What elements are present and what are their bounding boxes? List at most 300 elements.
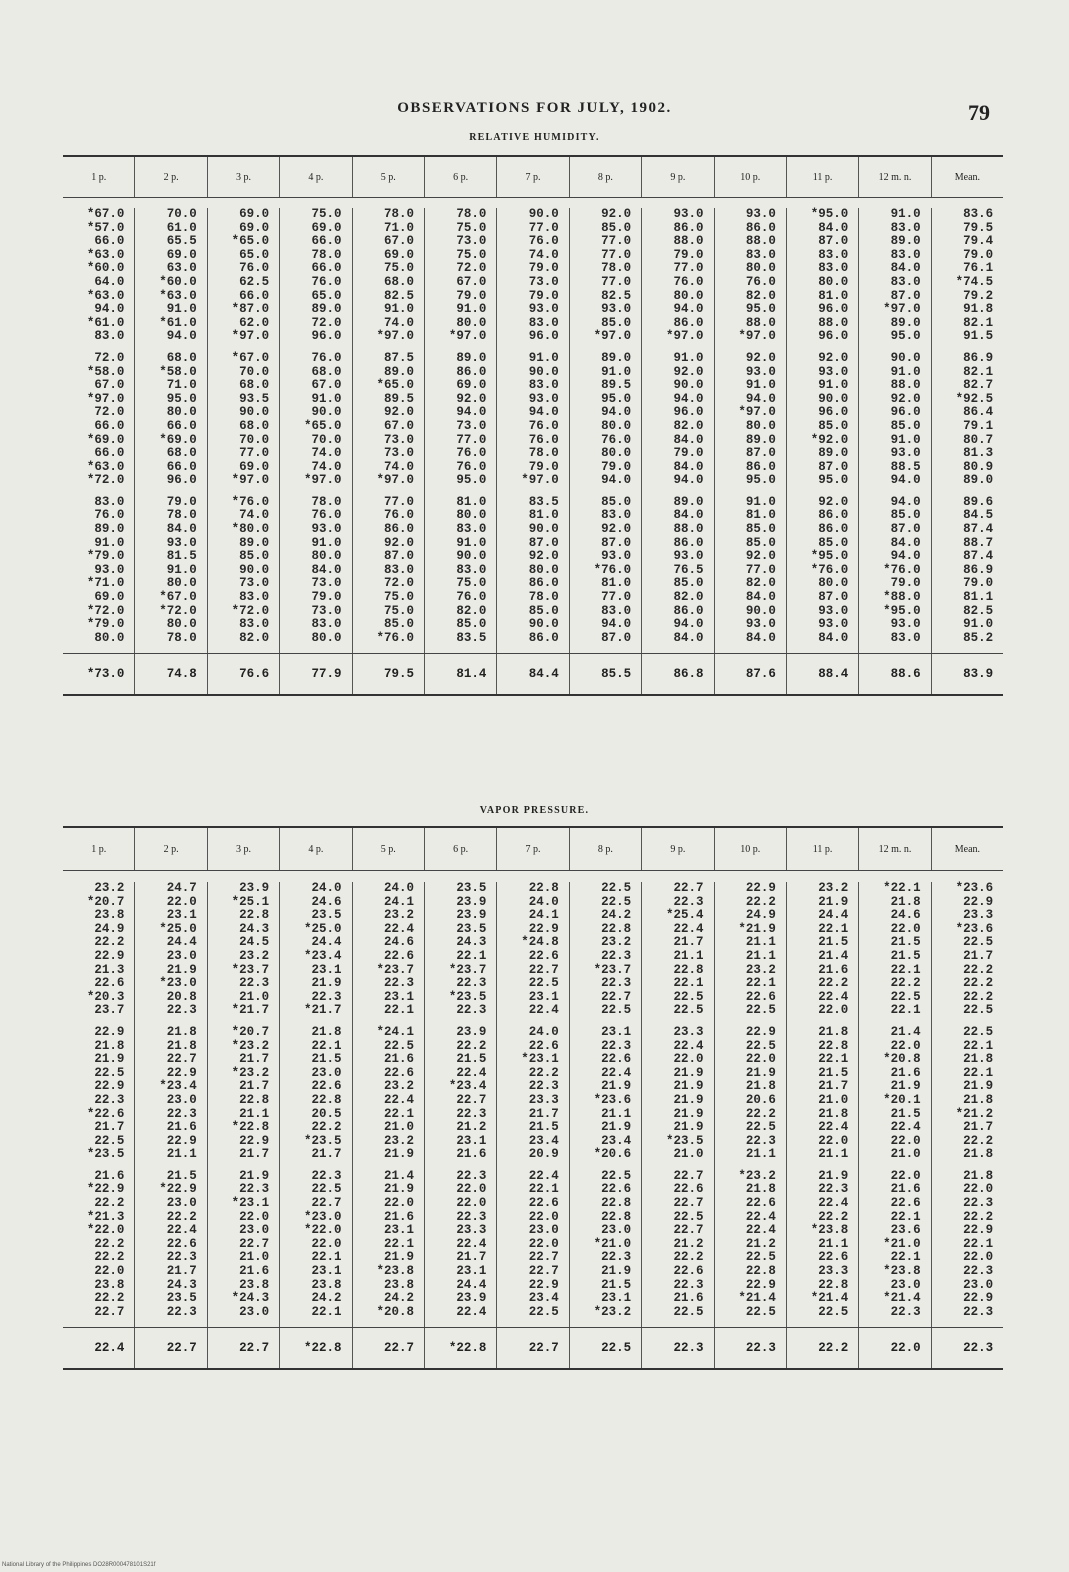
table-cell: 77.0 — [601, 590, 632, 605]
table-cell: *25.4 — [666, 908, 704, 923]
table-cell: *23.8 — [376, 1264, 414, 1279]
table-cell: 94.0 — [166, 329, 197, 344]
table-cell: 80.0 — [601, 446, 632, 461]
table-cell: *97.0 — [883, 302, 921, 317]
table-cell: 22.6 — [94, 976, 125, 991]
table-cell: 93.0 — [166, 535, 197, 550]
table-cell: 22.3 — [239, 976, 270, 991]
table-cell: 22.9 — [745, 1024, 776, 1039]
table-cell: 22.5 — [963, 935, 994, 950]
mean-cell: 88.4 — [786, 654, 858, 694]
table-cell: 20.6 — [745, 1092, 776, 1107]
table-cell: 89.0 — [963, 473, 994, 488]
table-cell: 83.5 — [528, 494, 559, 509]
table-cell: 76.0 — [673, 274, 704, 289]
week-group — [570, 882, 631, 1018]
table-cell: 21.1 — [166, 1147, 197, 1162]
table-cell: 91.0 — [166, 562, 197, 577]
table-cell: 21.5 — [311, 1052, 342, 1067]
table-cell: 84.0 — [818, 630, 849, 645]
table-cell: 21.5 — [818, 935, 849, 950]
table-cell: *23.5 — [304, 1133, 342, 1148]
table-cell: *97.0 — [86, 391, 125, 406]
week-group — [570, 1026, 631, 1162]
table-cell: 22.1 — [890, 1209, 921, 1224]
table-cell: 72.0 — [311, 315, 342, 330]
table-cell: 22.5 — [963, 1003, 994, 1018]
vapor-header-row — [63, 828, 1003, 871]
table-cell: *20.3 — [86, 989, 125, 1004]
table-cell: *95.0 — [810, 549, 849, 564]
table-cell: 87.0 — [818, 459, 849, 474]
table-cell: 71.0 — [166, 378, 197, 393]
table-cell: 69.0 — [311, 220, 342, 235]
table-cell: 84.0 — [745, 590, 776, 605]
table-cell: 83.0 — [528, 378, 559, 393]
table-cell: 88.0 — [745, 234, 776, 249]
table-cell: 23.1 — [601, 1291, 632, 1306]
table-cell: 22.1 — [963, 1038, 994, 1053]
table-cell: 94.0 — [890, 494, 921, 509]
table-cell: *72.0 — [159, 603, 197, 618]
table-cell: *21.3 — [86, 1209, 125, 1224]
table-cell: *23.0 — [159, 976, 197, 991]
table-cell: 79.0 — [528, 261, 559, 276]
vapor-section-title: VAPOR PRESSURE. — [479, 805, 590, 816]
table-cell: 69.0 — [239, 207, 270, 221]
table-cell: 81.0 — [818, 288, 849, 303]
table-cell: 20.9 — [528, 1147, 559, 1162]
table-cell: 86.9 — [963, 350, 994, 365]
table-cell: 89.0 — [383, 364, 414, 379]
table-cell: *97.0 — [521, 473, 559, 488]
table-cell: 24.4 — [166, 935, 197, 950]
table-cell: 21.9 — [166, 962, 197, 977]
table-cell: 22.2 — [818, 1209, 849, 1224]
table-cell: 23.1 — [383, 1223, 414, 1238]
table-cell: 23.3 — [673, 1024, 704, 1039]
table-cell: 83.0 — [818, 261, 849, 276]
table-cell: 23.2 — [601, 935, 632, 950]
table-cell: 21.8 — [311, 1024, 342, 1039]
table-cell: 22.1 — [673, 976, 704, 991]
table-cell: 91.0 — [818, 378, 849, 393]
table-cell: 92.0 — [601, 522, 632, 537]
table-cell: 93.0 — [890, 446, 921, 461]
table-cell: 24.1 — [528, 908, 559, 923]
table-cell: 91.0 — [890, 207, 921, 221]
table-cell: 22.3 — [601, 1038, 632, 1053]
table-cell: *23.5 — [448, 989, 487, 1004]
table-cell: 22.9 — [963, 1291, 994, 1306]
table-cell: *20.8 — [376, 1304, 414, 1319]
week-group — [497, 1170, 558, 1320]
table-cell: 22.1 — [383, 1106, 414, 1121]
week-group — [932, 882, 993, 1018]
table-cell: 77.0 — [383, 494, 414, 509]
table-cell: 96.0 — [890, 405, 921, 420]
table-cell: 21.8 — [890, 894, 921, 909]
table-cell: 22.3 — [673, 894, 704, 909]
table-cell: 22.6 — [818, 1250, 849, 1265]
week-group — [63, 496, 124, 646]
table-cell: 22.2 — [963, 1133, 994, 1148]
table-cell: 91.0 — [456, 535, 487, 550]
table-cell: 22.8 — [601, 921, 632, 936]
week-group — [497, 1026, 558, 1162]
table-cell: *76.0 — [376, 630, 414, 645]
table-cell: 65.0 — [311, 288, 342, 303]
humidity-mean-row — [63, 653, 1003, 694]
table-cell: 95.0 — [166, 391, 197, 406]
table-cell: 84.0 — [890, 261, 921, 276]
table-cell: 86.0 — [745, 220, 776, 235]
table-cell: *23.2 — [231, 1065, 270, 1080]
table-cell: *67.0 — [159, 590, 197, 605]
table-cell: 91.0 — [890, 432, 921, 447]
table-cell: 22.0 — [890, 1038, 921, 1053]
table-cell: 81.0 — [601, 576, 632, 591]
mean-cell: 22.5 — [569, 1328, 641, 1368]
table-column — [207, 882, 279, 1327]
table-cell: 66.0 — [311, 261, 342, 276]
table-cell: 96.0 — [818, 329, 849, 344]
table-cell: 78.0 — [528, 590, 559, 605]
week-group — [497, 208, 558, 344]
table-cell: 22.5 — [311, 1182, 342, 1197]
humidity-section-title: RELATIVE HUMIDITY. — [469, 132, 600, 143]
table-cell: 23.2 — [239, 948, 270, 963]
table-cell: 73.0 — [383, 432, 414, 447]
table-cell: 21.9 — [601, 1264, 632, 1279]
column-header: 3 p. — [207, 157, 279, 197]
table-cell: 22.9 — [745, 1277, 776, 1292]
table-cell: 22.3 — [456, 1209, 487, 1224]
table-cell: *63.0 — [86, 247, 125, 262]
table-cell: 24.4 — [818, 908, 849, 923]
table-cell: 22.1 — [311, 1250, 342, 1265]
table-cell: 88.5 — [890, 459, 921, 474]
mean-cell: *73.0 — [86, 667, 125, 682]
table-cell: 73.0 — [456, 418, 487, 433]
table-cell: 88.0 — [818, 315, 849, 330]
table-cell: 73.0 — [239, 576, 270, 591]
mean-cell: 81.4 — [424, 654, 496, 694]
table-cell: 22.7 — [528, 962, 559, 977]
table-cell: 61.0 — [166, 220, 197, 235]
table-cell: 86.0 — [673, 220, 704, 235]
table-cell: 21.5 — [890, 935, 921, 950]
table-cell: 22.6 — [383, 1065, 414, 1080]
table-cell: 77.0 — [745, 562, 776, 577]
table-cell: 79.0 — [963, 247, 994, 262]
table-column — [352, 208, 424, 653]
week-group — [570, 352, 631, 488]
table-cell: *61.0 — [86, 315, 125, 330]
mean-cell: 22.3 — [641, 1328, 713, 1368]
table-cell: *65.0 — [231, 234, 270, 249]
table-cell: 74.0 — [239, 508, 270, 523]
table-cell: 83.0 — [311, 617, 342, 632]
table-cell: 94.0 — [94, 302, 125, 317]
table-column — [858, 208, 930, 653]
table-cell: 85.0 — [239, 549, 270, 564]
week-group — [208, 352, 269, 488]
table-cell: 85.2 — [963, 630, 994, 645]
table-cell: 76.0 — [311, 508, 342, 523]
table-cell: 76.0 — [528, 432, 559, 447]
table-cell: 22.7 — [528, 1264, 559, 1279]
table-cell: 23.1 — [456, 1133, 487, 1148]
table-cell: 85.0 — [818, 535, 849, 550]
table-cell: 22.4 — [673, 921, 704, 936]
table-cell: *88.0 — [883, 590, 921, 605]
table-cell: 22.2 — [94, 1250, 125, 1265]
table-cell: 90.0 — [456, 549, 487, 564]
table-cell: 85.0 — [456, 617, 487, 632]
table-cell: 21.6 — [383, 1209, 414, 1224]
table-cell: 92.0 — [890, 391, 921, 406]
table-cell: 22.0 — [890, 921, 921, 936]
table-column — [714, 882, 786, 1327]
table-cell: 23.0 — [311, 1065, 342, 1080]
table-cell: 96.0 — [311, 329, 342, 344]
table-cell: 82.5 — [963, 603, 994, 618]
table-cell: 94.0 — [673, 302, 704, 317]
table-cell: 23.2 — [383, 1133, 414, 1148]
table-cell: 67.0 — [383, 418, 414, 433]
table-cell: 85.0 — [890, 418, 921, 433]
table-column — [424, 208, 496, 653]
table-cell: 23.0 — [528, 1223, 559, 1238]
table-cell: 89.0 — [94, 522, 125, 537]
table-cell: 22.4 — [818, 1196, 849, 1211]
table-cell: 22.5 — [890, 989, 921, 1004]
table-cell: 83.5 — [456, 630, 487, 645]
table-cell: 23.8 — [94, 1277, 125, 1292]
table-cell: 87.4 — [963, 549, 994, 564]
table-cell: 22.6 — [673, 1182, 704, 1197]
table-cell: 76.0 — [94, 508, 125, 523]
table-cell: 22.4 — [456, 1065, 487, 1080]
table-cell: 82.0 — [673, 590, 704, 605]
table-cell: 22.4 — [528, 1168, 559, 1183]
week-group — [353, 208, 414, 344]
table-cell: 76.0 — [239, 261, 270, 276]
table-cell: 92.0 — [528, 549, 559, 564]
table-cell: 89.0 — [673, 494, 704, 509]
table-cell: 22.6 — [528, 1196, 559, 1211]
table-cell: 83.0 — [94, 329, 125, 344]
table-cell: 22.5 — [818, 1304, 849, 1319]
week-group — [787, 496, 848, 646]
table-cell: 74.0 — [311, 446, 342, 461]
table-cell: 76.1 — [963, 261, 994, 276]
table-cell: 80.0 — [673, 288, 704, 303]
table-cell: 21.0 — [239, 1250, 270, 1265]
week-group — [280, 496, 341, 646]
table-cell: 78.0 — [601, 261, 632, 276]
week-group — [425, 352, 486, 488]
table-cell: 21.9 — [963, 1079, 994, 1094]
table-cell: 23.9 — [456, 894, 487, 909]
table-cell: *25.0 — [304, 921, 342, 936]
table-cell: 22.2 — [94, 1236, 125, 1251]
table-cell: 74.0 — [528, 247, 559, 262]
table-cell: 86.0 — [745, 459, 776, 474]
table-cell: 92.0 — [818, 350, 849, 365]
table-cell: 69.0 — [94, 590, 125, 605]
table-cell: 21.9 — [673, 1092, 704, 1107]
table-cell: 84.0 — [890, 535, 921, 550]
table-cell: 21.9 — [673, 1106, 704, 1121]
week-group — [497, 352, 558, 488]
table-column — [279, 882, 351, 1327]
table-cell: 93.0 — [94, 562, 125, 577]
table-cell: *95.0 — [810, 207, 849, 221]
column-header: 1 p. — [91, 171, 107, 183]
table-cell: 21.1 — [745, 1147, 776, 1162]
table-cell: 89.0 — [601, 350, 632, 365]
table-cell: 95.0 — [456, 473, 487, 488]
table-cell: *22.9 — [159, 1182, 197, 1197]
table-cell: 79.0 — [528, 288, 559, 303]
table-cell: *63.0 — [86, 459, 125, 474]
table-column — [496, 882, 568, 1327]
table-cell: 21.7 — [963, 1120, 994, 1135]
table-cell: 23.0 — [239, 1304, 270, 1319]
table-cell: 21.8 — [745, 1182, 776, 1197]
table-cell: 80.0 — [166, 405, 197, 420]
table-cell: 22.0 — [528, 1209, 559, 1224]
week-group — [425, 1026, 486, 1162]
week-group — [642, 1026, 703, 1162]
table-cell: 22.0 — [94, 1264, 125, 1279]
table-cell: 21.1 — [239, 1106, 270, 1121]
table-cell: 23.9 — [456, 908, 487, 923]
table-cell: 22.9 — [94, 1079, 125, 1094]
table-cell: *21.4 — [883, 1291, 921, 1306]
table-cell: 75.0 — [456, 220, 487, 235]
table-cell: 79.0 — [963, 576, 994, 591]
table-cell: 88.7 — [963, 535, 994, 550]
table-cell: 85.0 — [745, 522, 776, 537]
table-cell: 22.8 — [311, 1092, 342, 1107]
table-cell: 22.0 — [383, 1196, 414, 1211]
table-cell: 81.1 — [963, 590, 994, 605]
week-group — [715, 352, 776, 488]
table-cell: 77.0 — [528, 220, 559, 235]
table-cell: *67.0 — [86, 207, 125, 221]
week-group — [353, 1026, 414, 1162]
table-column — [931, 208, 1003, 653]
table-cell: 79.0 — [166, 494, 197, 509]
table-cell: 90.0 — [673, 378, 704, 393]
table-cell: *97.0 — [231, 329, 270, 344]
table-cell: 83.0 — [239, 590, 270, 605]
table-cell: 23.2 — [94, 881, 125, 895]
table-cell: 22.9 — [239, 1133, 270, 1148]
table-cell: 20.5 — [311, 1106, 342, 1121]
week-group — [932, 1170, 993, 1320]
table-cell: 22.3 — [94, 1092, 125, 1107]
table-cell: 22.1 — [963, 1065, 994, 1080]
table-cell: 84.0 — [673, 459, 704, 474]
table-cell: 74.0 — [311, 459, 342, 474]
table-cell: 22.5 — [601, 1168, 632, 1183]
humidity-body — [63, 198, 1003, 653]
column-header: 3 p. — [207, 828, 279, 870]
table-cell: 76.0 — [745, 274, 776, 289]
table-cell: *21.4 — [810, 1291, 849, 1306]
table-cell: 64.0 — [94, 274, 125, 289]
table-cell: 21.9 — [383, 1182, 414, 1197]
table-cell: *23.7 — [593, 962, 632, 977]
table-cell: 21.7 — [818, 1079, 849, 1094]
table-cell: 92.0 — [745, 549, 776, 564]
table-cell: 21.3 — [94, 962, 125, 977]
table-cell: 22.4 — [673, 1038, 704, 1053]
table-cell: 94.0 — [745, 391, 776, 406]
week-group — [208, 1026, 269, 1162]
week-group — [932, 352, 993, 488]
table-cell: 73.0 — [456, 234, 487, 249]
table-cell: 87.0 — [383, 549, 414, 564]
week-group — [715, 1170, 776, 1320]
table-cell: 89.0 — [745, 432, 776, 447]
table-cell: 22.0 — [963, 1182, 994, 1197]
table-cell: 21.6 — [890, 1065, 921, 1080]
table-cell: *23.6 — [955, 881, 994, 895]
table-cell: 23.3 — [528, 1092, 559, 1107]
table-cell: 73.0 — [383, 446, 414, 461]
table-cell: 22.9 — [94, 1024, 125, 1039]
table-cell: 22.1 — [528, 1182, 559, 1197]
table-column — [63, 882, 134, 1327]
table-cell: 22.1 — [311, 1038, 342, 1053]
week-group — [715, 882, 776, 1018]
table-cell: *23.1 — [521, 1052, 559, 1067]
table-cell: 78.0 — [166, 508, 197, 523]
table-cell: 21.4 — [818, 948, 849, 963]
table-cell: 94.0 — [673, 617, 704, 632]
table-cell: 21.9 — [311, 976, 342, 991]
table-cell: 87.0 — [601, 630, 632, 645]
table-cell: 22.3 — [456, 976, 487, 991]
table-cell: 82.0 — [673, 418, 704, 433]
table-cell: 93.0 — [673, 207, 704, 221]
table-cell: 90.0 — [528, 522, 559, 537]
table-cell: 78.0 — [311, 494, 342, 509]
table-cell: 21.8 — [94, 1038, 125, 1053]
table-cell: *95.0 — [883, 603, 921, 618]
table-cell: 22.3 — [166, 1106, 197, 1121]
table-cell: 21.7 — [94, 1120, 125, 1135]
mean-cell: 22.3 — [714, 1328, 786, 1368]
table-cell: 22.1 — [963, 1236, 994, 1251]
table-cell: 21.5 — [601, 1277, 632, 1292]
table-cell: 22.6 — [383, 948, 414, 963]
table-cell: *24.8 — [521, 935, 559, 950]
table-cell: 92.0 — [745, 350, 776, 365]
table-cell: 22.9 — [745, 881, 776, 895]
table-cell: 88.0 — [890, 378, 921, 393]
table-cell: 22.3 — [166, 1003, 197, 1018]
table-cell: 77.0 — [673, 261, 704, 276]
table-cell: *97.0 — [376, 473, 414, 488]
table-cell: 22.7 — [94, 1304, 125, 1319]
table-cell: 21.8 — [963, 1147, 994, 1162]
